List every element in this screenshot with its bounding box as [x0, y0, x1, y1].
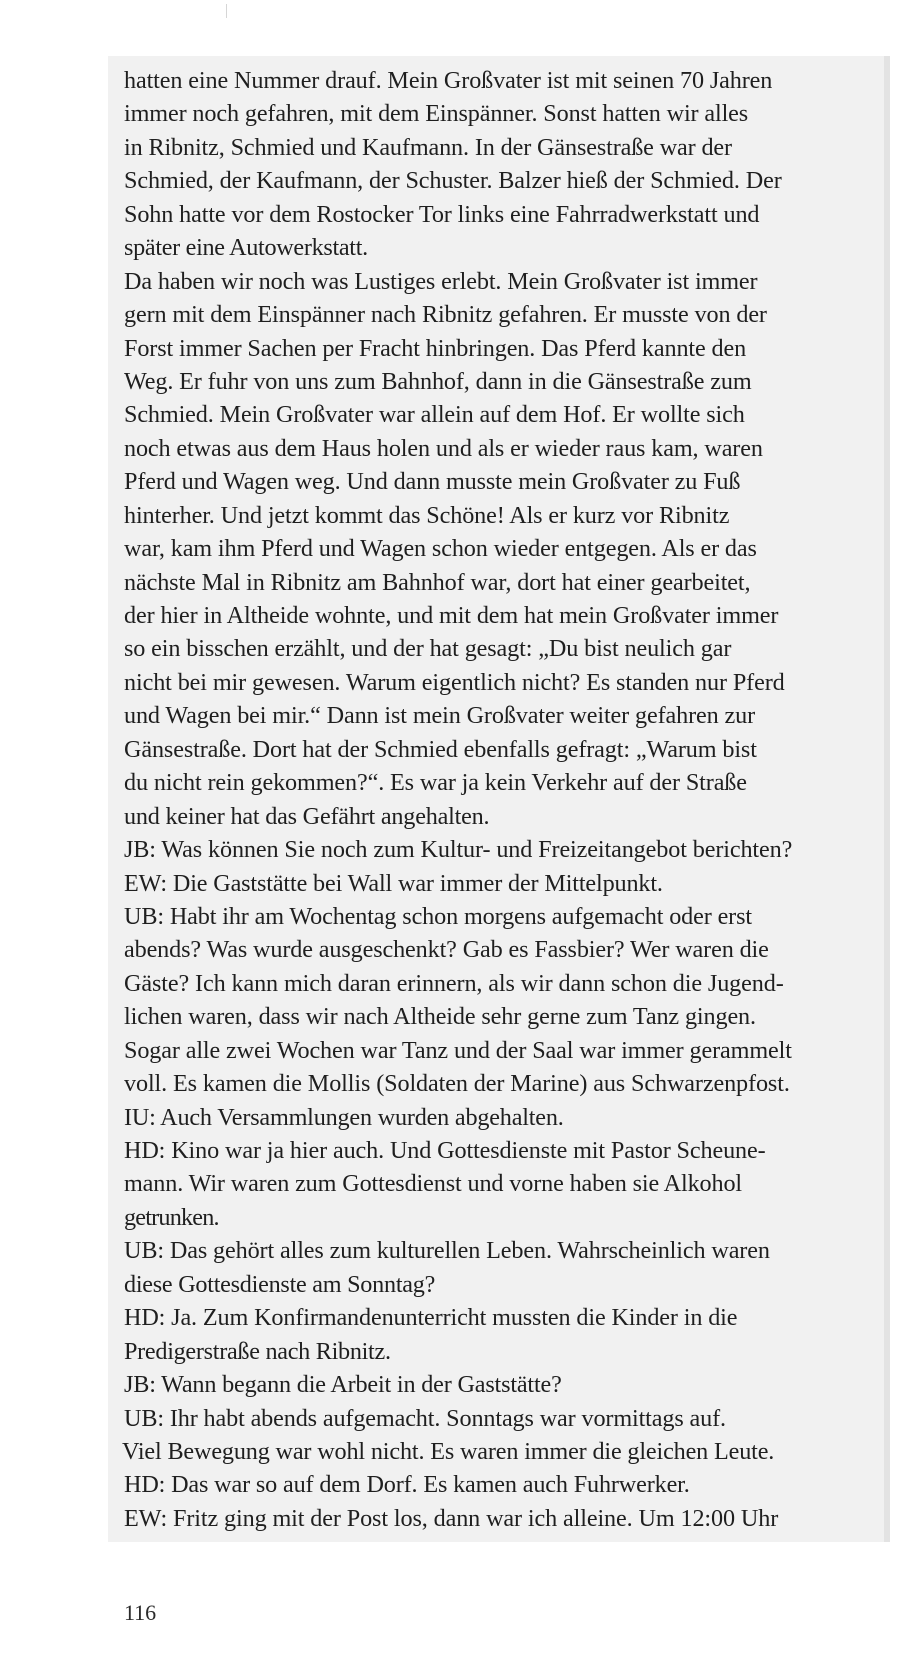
text-line: noch etwas aus dem Haus holen und als er wieder raus kam, waren — [124, 434, 763, 462]
text-line: diese Gottesdienste am Sonntag? — [124, 1270, 436, 1298]
text-line: nicht bei mir gewesen. Warum eigentlich nicht? Es standen nur Pferd — [124, 668, 785, 696]
body-text — [124, 64, 894, 1535]
text-line: UB: Ihr habt abends aufgemacht. Sonntags war vormittags auf. — [124, 1404, 726, 1432]
text-line: IU: Auch Versammlungen wurden abgehalten. — [124, 1103, 564, 1131]
text-line: der hier in Altheide wohnte, und mit dem hat mein Großvater immer — [124, 602, 779, 629]
text-line: nächste Mal in Ribnitz am Bahnhof war, dort hat einer gearbeitet, — [124, 568, 751, 596]
text-line: Pferd und Wagen weg. Und dann musste mein Großvater zu Fuß — [124, 468, 741, 496]
text-line: HD: Ja. Zum Konfirmandenunterricht mussten die Kinder in die — [124, 1304, 738, 1332]
text-line: Gäste? Ich kann mich daran erinnern, als wir dann schon die Jugend- — [124, 969, 784, 997]
text-line: JB: Was können Sie noch zum Kultur- und Freizeitangebot berichten? — [124, 836, 793, 864]
text-line: abends? Was wurde ausgeschenkt? Gab es Fassbier? Wer waren die — [124, 936, 769, 964]
text-line: in Ribnitz, Schmied und Kaufmann. In der Gänsestraße war der — [124, 133, 732, 161]
text-line: voll. Es kamen die Mollis (Soldaten der Marine) aus Schwarzenpfost. — [124, 1070, 790, 1098]
text-line: hatten eine Nummer drauf. Mein Großvater ist mit seinen 70 Jahren — [124, 67, 773, 94]
text-line: Gänsestraße. Dort hat der Schmied ebenfalls gefragt: „Warum bist — [124, 735, 757, 763]
text-line: Viel Bewegung war wohl nicht. Es waren immer die gleichen Leute. — [122, 1437, 775, 1465]
text-line: gern mit dem Einspänner nach Ribnitz gefahren. Er musste von der — [124, 301, 767, 329]
text-line: HD: Das war so auf dem Dorf. Es kamen auch Fuhrwerker. — [124, 1471, 690, 1499]
text-line: Schmied. Mein Großvater war allein auf dem Hof. Er wollte sich — [124, 401, 745, 429]
text-line: war, kam ihm Pferd und Wagen schon wieder entgegen. Als er das — [124, 535, 757, 563]
text-line: mann. Wir waren zum Gottesdienst und vorne haben sie Alkohol — [124, 1170, 743, 1198]
text-line: JB: Wann begann die Arbeit in der Gaststätte? — [124, 1371, 562, 1399]
text-line: immer noch gefahren, mit dem Einspänner. Sonst hatten wir alles — [124, 100, 749, 128]
text-line: und Wagen bei mir.“ Dann ist mein Großvater weiter gefahren zur — [124, 702, 756, 730]
text-line: Schmied, der Kaufmann, der Schuster. Balzer hieß der Schmied. Der — [124, 167, 782, 195]
text-line: so ein bisschen erzählt, und der hat gesagt: „Du bist neulich gar — [124, 635, 732, 663]
text-line: Sogar alle zwei Wochen war Tanz und der Saal war immer gerammelt — [124, 1036, 792, 1064]
text-line: hinterher. Und jetzt kommt das Schöne! Als er kurz vor Ribnitz — [124, 501, 730, 529]
text-line: UB: Das gehört alles zum kulturellen Leben. Wahrscheinlich waren — [124, 1237, 770, 1265]
text-line: und keiner hat das Gefährt angehalten. — [124, 802, 490, 830]
text-line: Sohn hatte vor dem Rostocker Tor links eine Fahrradwerkstatt und — [124, 200, 760, 228]
text-line: du nicht rein gekommen?“. Es war ja kein Verkehr auf der Straße — [124, 769, 747, 797]
text-line: Forst immer Sachen per Fracht hinbringen. Das Pferd kannte den — [124, 334, 747, 362]
scan-mark — [226, 4, 227, 18]
text-line: HD: Kino war ja hier auch. Und Gottesdienste mit Pastor Scheune- — [124, 1137, 766, 1164]
text-line: getrunken. — [124, 1203, 219, 1231]
text-line: Weg. Er fuhr von uns zum Bahnhof, dann in die Gänsestraße zum — [124, 367, 752, 395]
text-line: später eine Autowerkstatt. — [124, 234, 368, 262]
page-number: 116 — [124, 1600, 157, 1625]
text-line: EW: Fritz ging mit der Post los, dann war ich alleine. Um 12:00 Uhr — [124, 1504, 779, 1532]
text-line: EW: Die Gaststätte bei Wall war immer der Mittelpunkt. — [124, 869, 663, 897]
text-line: Da haben wir noch was Lustiges erlebt. Mein Großvater ist immer — [124, 267, 758, 295]
text-line: Predigerstraße nach Ribnitz. — [124, 1337, 391, 1365]
text-line: UB: Habt ihr am Wochentag schon morgens aufgemacht oder erst — [124, 902, 752, 930]
text-line: lichen waren, dass wir nach Altheide sehr gerne zum Tanz gingen. — [124, 1003, 756, 1031]
